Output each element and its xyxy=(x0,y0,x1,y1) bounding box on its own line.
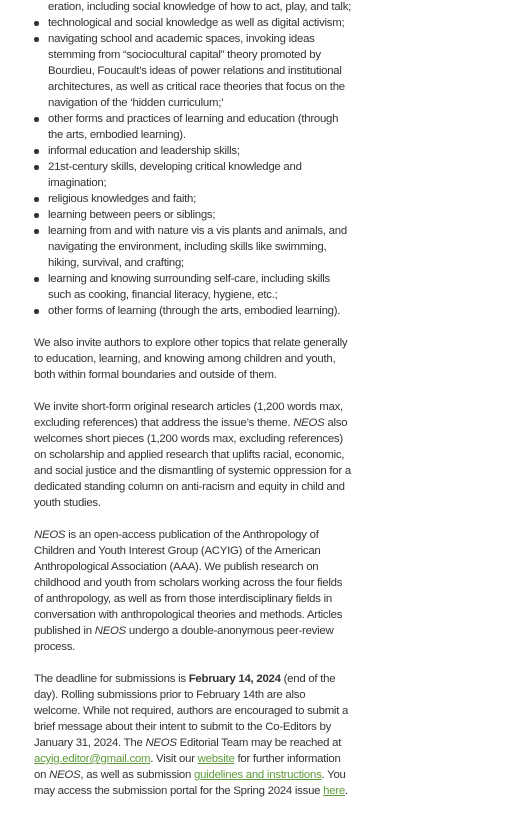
list-item: learning between peers or siblings; xyxy=(48,207,352,223)
paragraph-deadline xyxy=(34,671,352,799)
journal-name: NEOS xyxy=(145,737,177,749)
paragraph-about xyxy=(34,527,352,655)
text-span: . xyxy=(344,785,348,797)
journal-name: NEOS xyxy=(34,529,66,541)
text-span: (end of the day). Rolling submissions prior to February 14th are also welcome. While not required, authors are encouraged to submit a brief message about their intent to submit to the Co-Editors by January 31, 2024. The xyxy=(34,673,349,749)
list-item: informal education and leadership skills; xyxy=(48,143,352,159)
list-item: learning and knowing surrounding self-care, including skills such as cooking, financial literacy, hygiene, etc.; xyxy=(48,271,352,303)
journal-name: NEOS xyxy=(94,625,126,637)
list-item-continuation: eration, including social knowledge of how to act, play, and talk; xyxy=(48,1,352,13)
email-link[interactable]: acyig.editor@gmail.com xyxy=(34,753,151,765)
journal-name: NEOS xyxy=(49,769,81,781)
list-item: 21st-century skills, developing critical knowledge and imagination; xyxy=(48,159,352,191)
deadline-date: February 14, 2024 xyxy=(188,673,281,685)
text-span: undergo a double-anonymous peer-review process. xyxy=(34,625,334,653)
list-item: other forms of learning (through the arts, embodied learning). xyxy=(48,303,352,319)
article-body xyxy=(34,0,352,799)
guidelines-link[interactable]: guidelines and instructions xyxy=(194,769,322,781)
text-span: Editorial Team may be reached at xyxy=(176,737,342,749)
list-item: learning from and with nature vis a vis plants and animals, and navigating the environment, including skills like swimming, hiking, survival, and crafting; xyxy=(48,223,352,271)
text-span: The deadline for submissions is xyxy=(34,673,189,685)
topic-list xyxy=(34,0,352,319)
text-span: We invite short-form original research articles (1,200 words max, excluding references) that address the issue’s theme. xyxy=(34,401,343,429)
list-item: navigating school and academic spaces, invoking ideas stemming from “sociocultural capital” theory promoted by Bourdieu, Foucault’s ideas of power relations and institutional architectures, as well as critical race theories that focus on the navigation of the ‘hidden curriculum;’ xyxy=(48,31,352,111)
list-item: other forms and practices of learning and education (through the arts, embodied learning). xyxy=(48,111,352,143)
paragraph-short-form xyxy=(34,399,352,511)
text-span: . Visit our xyxy=(150,753,198,765)
paragraph-invite-topics: We also invite authors to explore other topics that relate generally to education, learning, and knowing among children and youth, both within formal boundaries and outside of them. xyxy=(34,337,348,381)
text-span: , as well as submission xyxy=(80,769,195,781)
journal-name: NEOS xyxy=(293,417,325,429)
text-span: for further information on xyxy=(34,753,341,781)
text-span: . You may access the submission portal for the Spring 2024 issue xyxy=(34,769,346,797)
text-span: is an open-access publication of the Anthropology of Children and Youth Interest Group (ACYIG) of the American Anthropological Association (AAA). We publish research on childhood and youth from scholars working across the four fields of anthropology, as well as from those interdisciplinary fields in conversation with anthropological theories and methods. Articles published in xyxy=(34,529,343,637)
website-link[interactable]: website xyxy=(197,753,235,765)
text-span: also welcomes short pieces (1,200 words max, excluding references) on scholarship and applied research that uplifts racial, economic, and social justice and the dismantling of systemic oppression for a dedicated standing column on anti-racism and equity in child and youth studies. xyxy=(34,417,351,509)
submission-portal-link[interactable]: here xyxy=(323,785,345,797)
list-item: religious knowledges and faith; xyxy=(48,191,352,207)
list-item: technological and social knowledge as well as digital activism; xyxy=(48,15,352,31)
